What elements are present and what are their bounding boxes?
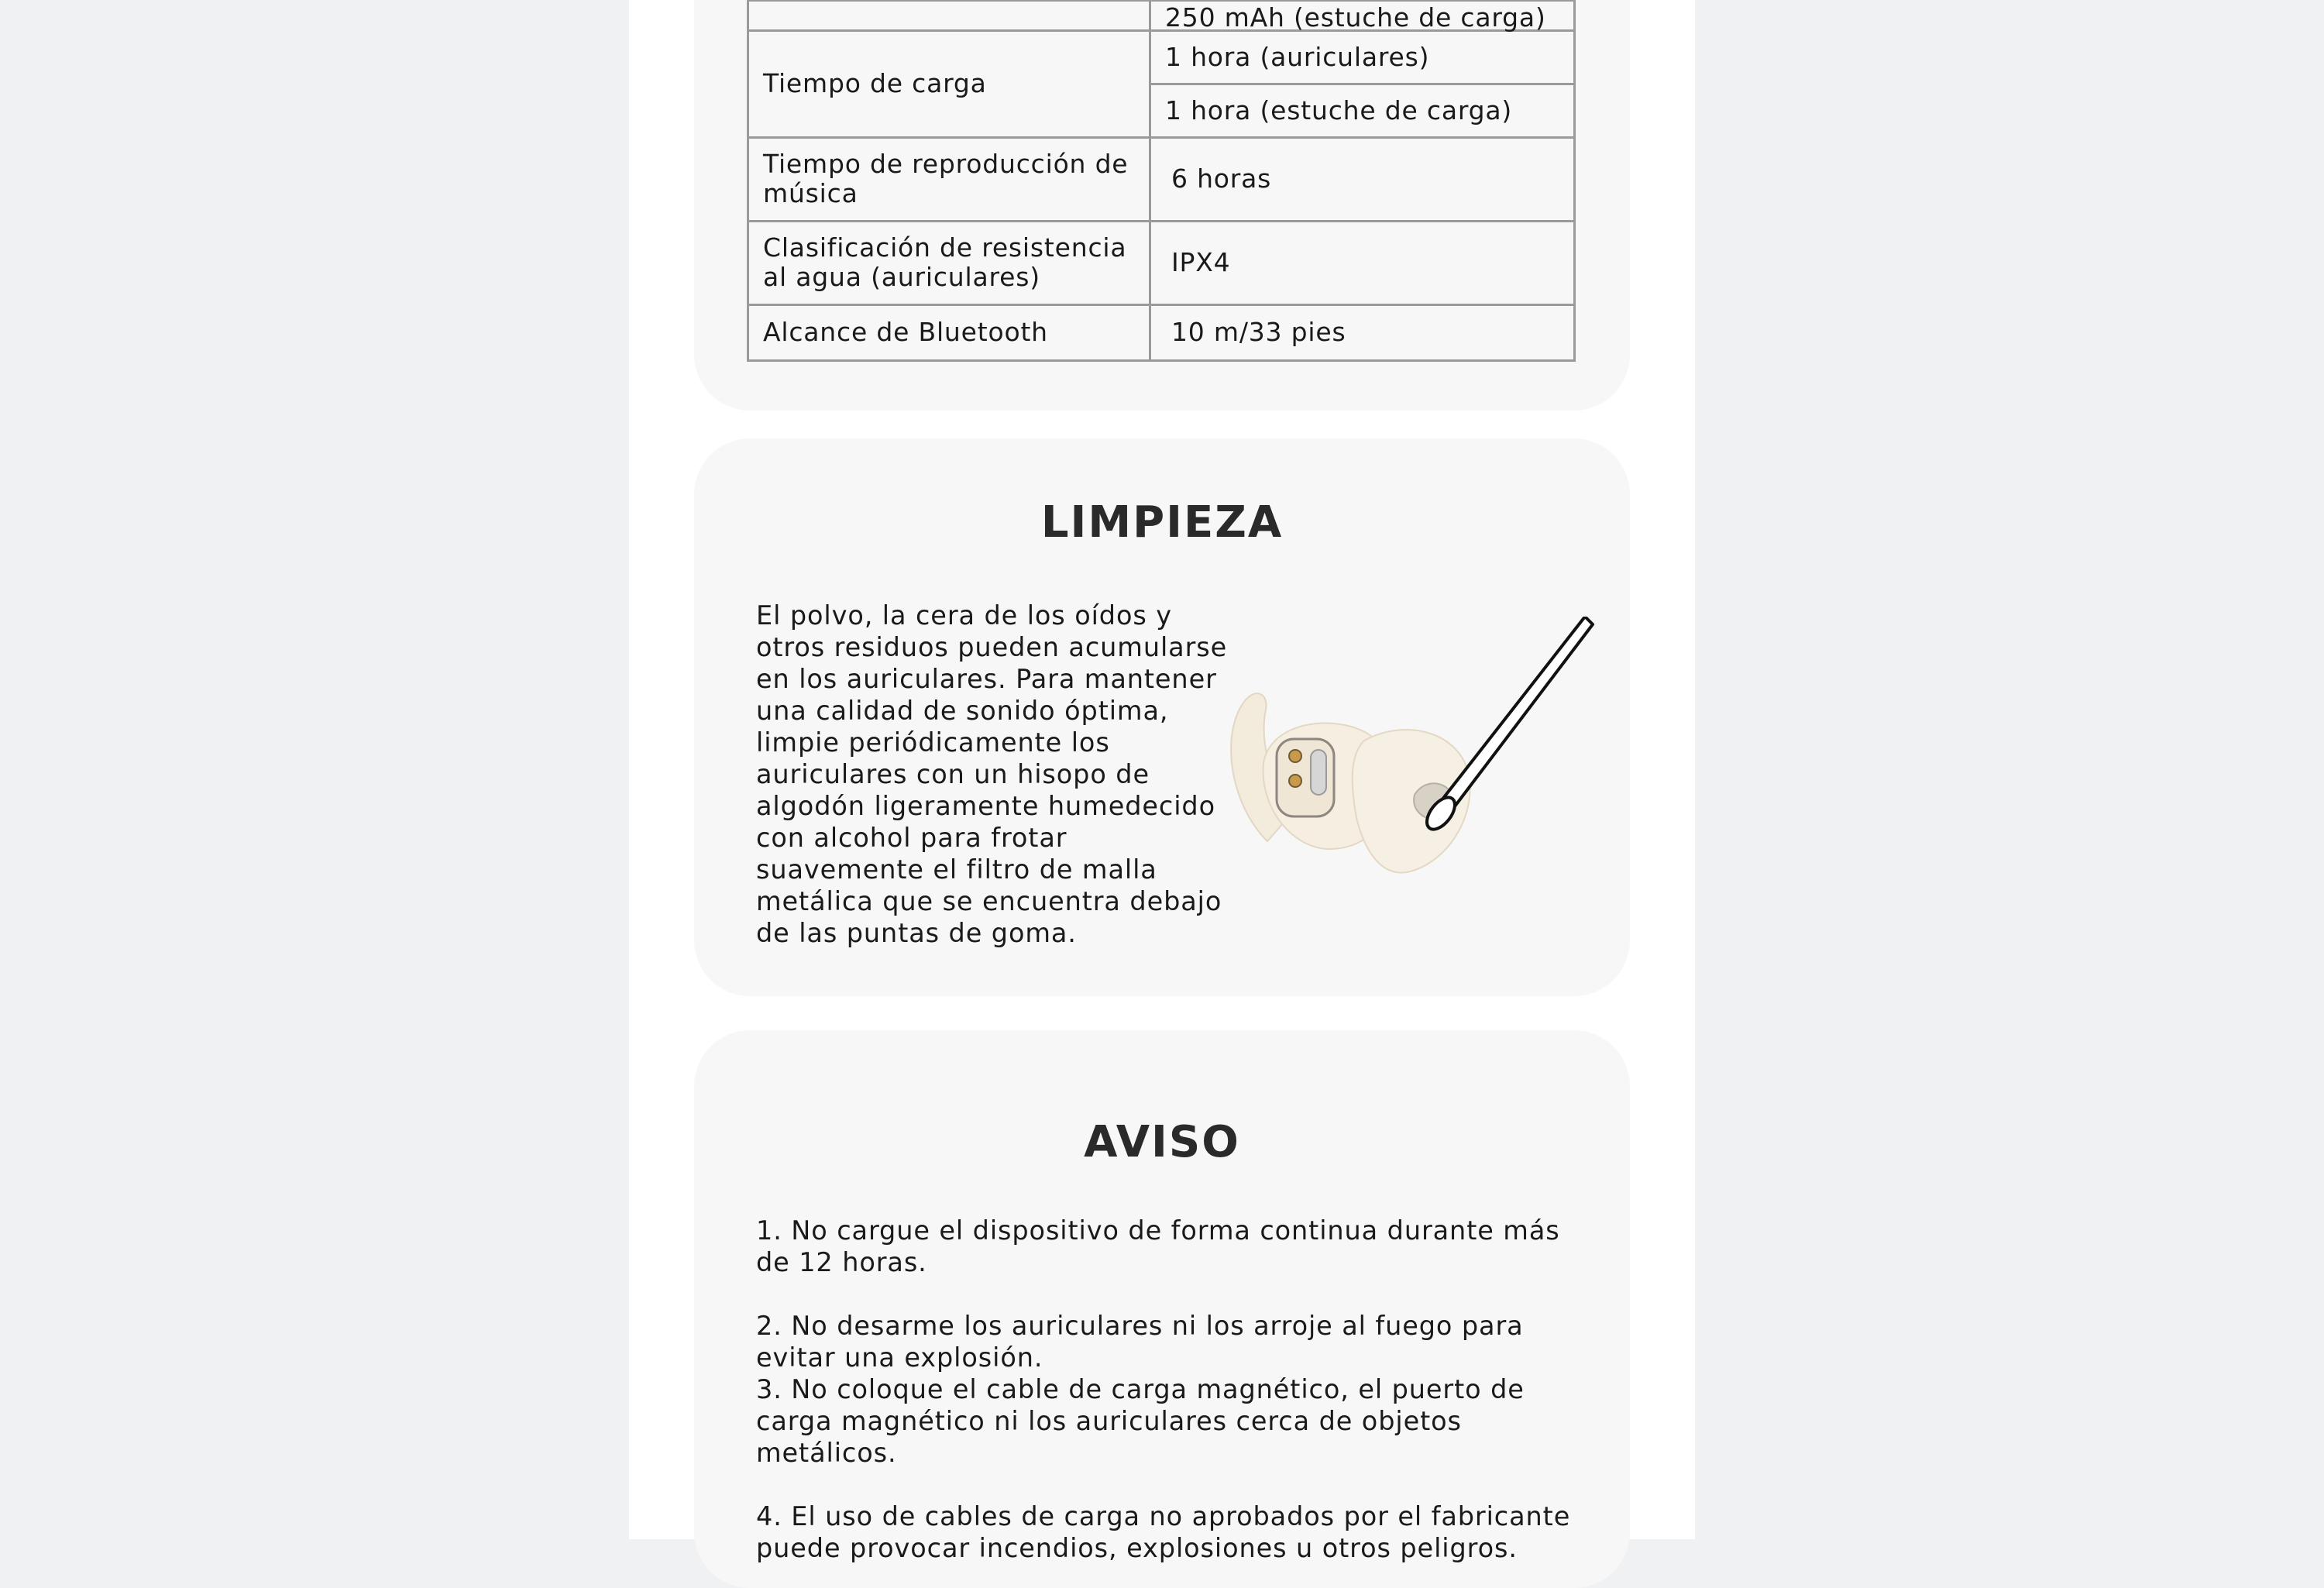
spec-label bbox=[748, 0, 1150, 30]
notice-card bbox=[694, 1030, 1630, 1588]
specs-card bbox=[694, 0, 1630, 411]
spec-value: 250 mAh (estuche de carga) bbox=[1150, 0, 1575, 30]
cleaning-title: LIMPIEZA bbox=[1040, 497, 1284, 548]
spec-label: Alcance de Bluetooth bbox=[748, 304, 1150, 360]
earbud-cleaning-swab-icon bbox=[1221, 617, 1608, 903]
list-item: 1. No cargue el dispositivo de forma continua durante más de 12 horas. bbox=[756, 1215, 1560, 1277]
list-item: 4. El uso de cables de carga no aprobados por el fabricante puede provocar incendios, explosiones u otros peligros. bbox=[756, 1501, 1571, 1563]
table-row bbox=[748, 221, 1575, 304]
cleaning-text: El polvo, la cera de los oídos y otros residuos pueden acumularse en los auriculares. Para mantener una calidad de sonido óptima, limpie periódicamente los auriculares con un hisopo de algodón ligeramente humedecido con alcohol para frotar suavemente el filtro de malla metálica que se encuentra debajo de las puntas de goma. bbox=[756, 600, 1228, 948]
spec-value: 6 horas bbox=[1150, 137, 1575, 221]
spec-value: 10 m/33 pies bbox=[1150, 304, 1575, 360]
table-row bbox=[748, 30, 1575, 84]
notice-title: AVISO bbox=[1084, 1117, 1240, 1167]
table-row bbox=[748, 0, 1575, 30]
table-row bbox=[748, 137, 1575, 221]
spec-value: 1 hora (auriculares) bbox=[1150, 30, 1575, 84]
spec-label: Tiempo de carga bbox=[748, 30, 1150, 137]
spec-value: IPX4 bbox=[1150, 221, 1575, 304]
notice-list bbox=[756, 1215, 1593, 1564]
table-row bbox=[748, 304, 1575, 360]
list-item: 3. No coloque el cable de carga magnético, el puerto de carga magnético ni los auriculares cerca de objetos metálicos. bbox=[756, 1374, 1525, 1468]
spec-label: Clasificación de resistencia al agua (auriculares) bbox=[748, 221, 1150, 304]
list-item: 2. No desarme los auriculares ni los arroje al fuego para evitar una explosión. bbox=[756, 1311, 1524, 1373]
cleaning-card bbox=[694, 438, 1630, 996]
spec-label: Tiempo de reproducción de música bbox=[748, 137, 1150, 221]
manual-page bbox=[629, 0, 1695, 1563]
spec-table bbox=[747, 0, 1576, 362]
spec-value: 1 hora (estuche de carga) bbox=[1150, 84, 1575, 137]
